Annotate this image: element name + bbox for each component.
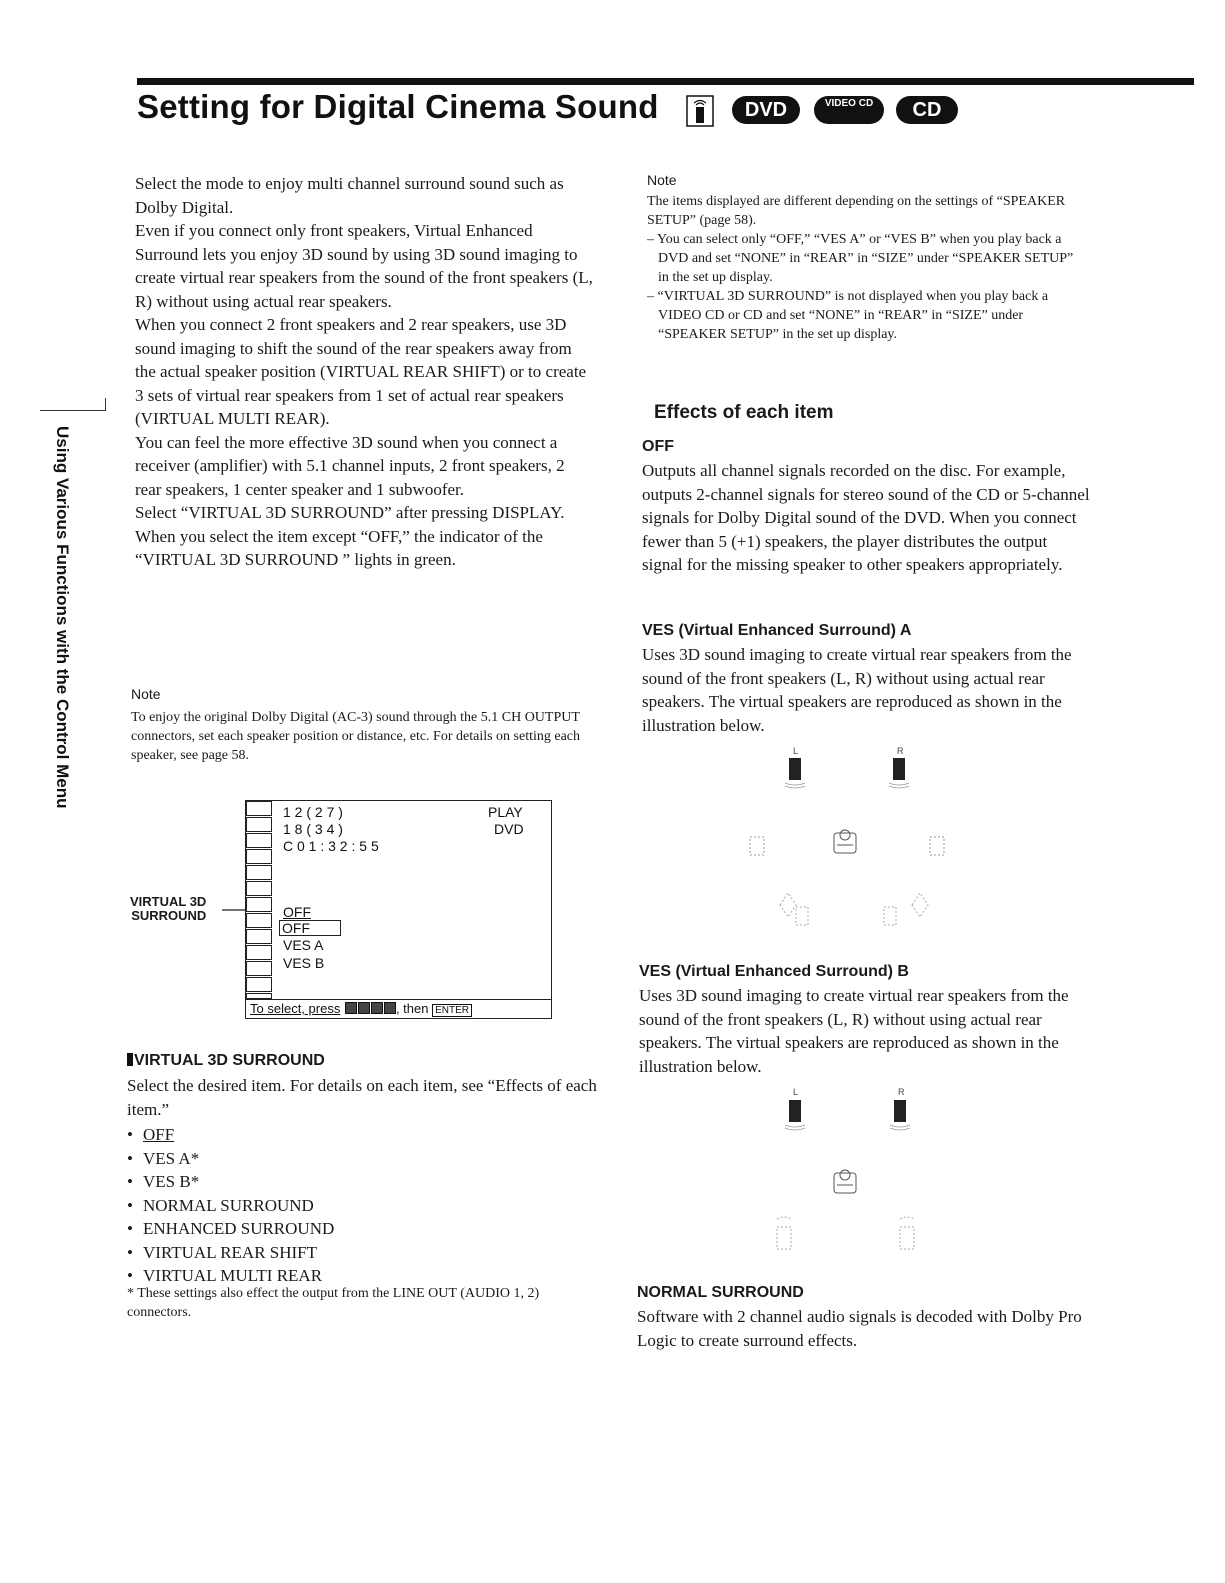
osd-menu-label [130,895,206,923]
section-heading [127,1052,597,1070]
ves-a-section [642,622,1092,737]
osd-icon-cell [246,945,272,960]
off-text: Outputs all channel signals recorded on the disc. For example, outputs 2-channel signals for stereo sound of the CD or 5-channel signals for Dolby Digital sound of the DVD. When you connect fewer than 5 (+1) speakers, the player distributes the output signal for the missing speaker to other speakers appropriately. [642,461,1090,574]
osd-disc-type: DVD [494,821,524,837]
side-chapter-label: Using Various Functions with the Control Menu [53,426,72,809]
ves-b-illustration [740,1097,960,1257]
list-item: • VIRTUAL REAR SHIFT [127,1242,318,1262]
listener-icon [834,1170,856,1193]
osd-icon-cell [246,865,272,880]
list-item: • ENHANCED SURROUND [127,1219,335,1238]
note-heading: Note [647,172,677,188]
note-text: To enjoy the original Dolby Digital (AC-3) sound through the 5.1 CH OUTPUT connectors, set each speaker position or distance, etc. For details on setting each speaker, see page 58. [131,710,581,763]
normal-surround-section [637,1284,1087,1352]
listener-icon [834,830,856,853]
list-item: • VIRTUAL MULTI REAR [127,1266,323,1285]
footnote [127,1284,597,1322]
virtual-rear-speaker-icon [777,1217,914,1249]
list-item: – You can select only “OFF,” “VES A” or “VES B” when you play back a DVD and set “NONE” in “REAR” in “SIZE” under “SPEAKER SETUP” in the set up display. [647,232,1074,285]
ves-b-section [639,963,1089,1078]
list-item: – “VIRTUAL 3D SURROUND” is not displayed when you play back a VIDEO CD or CD and set “NONE” in “REAR” in “SIZE” under “SPEAKER SETUP” in the set up display. [647,289,1049,342]
header-rule [137,78,1194,85]
left-note [131,686,591,765]
osd-icon-cell [246,929,272,944]
osd-icon-cell [246,897,272,912]
osd-current-value: OFF [283,904,311,920]
option-label: ENHANCED SURROUND [143,1219,335,1238]
right-note [647,172,1087,344]
dvd-badge: DVD [732,96,800,124]
option-label: VIRTUAL REAR SHIFT [143,1242,318,1262]
intro-text [135,172,595,572]
square-bullet-icon [127,1053,133,1066]
option-list [127,1123,597,1288]
page-title: Setting for Digital Cinema Sound [137,88,659,125]
list-item: • OFF [127,1125,175,1144]
intro-paragraph: Select “VIRTUAL 3D SURROUND” after pressing DISPLAY. When you select the item except “OFF,” the indicator of the “VIRTUAL 3D SURROUND ” lights in green. [135,503,565,569]
arrow-up-key-icon [358,1002,370,1014]
osd-icon-cell [246,849,272,864]
side-tab-tick [105,398,106,411]
osd-hint-bar [246,999,551,1018]
speaker-right-label: R [897,746,904,756]
note-heading: Note [131,686,161,702]
osd-time: C 0 1 : 3 2 : 5 5 [283,838,379,854]
osd-icon-cell [246,881,272,896]
osd-hint-then: , then [395,1001,429,1016]
enter-key-icon: ENTER [432,1004,472,1017]
front-left-speaker-icon [785,758,805,788]
osd-title-chapter: 1 2 ( 2 7 ) [283,804,343,820]
osd-menu-label-line: VIRTUAL 3D [130,894,207,909]
osd-icon-cell [246,833,272,848]
osd-chapter: 1 8 ( 3 4 ) [283,821,343,837]
list-item: • NORMAL SURROUND [127,1195,314,1215]
note-intro: The items displayed are different depending on the settings of “SPEAKER SETUP” (page 58). [647,194,1066,228]
video-cd-badge: VIDEO CD [814,96,884,124]
remote-control-icon [686,95,714,127]
option-label: VES B* [143,1172,200,1191]
front-right-speaker-icon [889,758,909,788]
intro-paragraph: When you connect 2 front speakers and 2 rear speakers, use 3D sound imaging to shift the sound of the rear speakers away from the actual speaker position (VIRTUAL REAR SHIFT) or to create 3 sets of virtual rear speakers from 1 set of actual rear speakers (VIRTUAL MULTI REAR). [135,315,587,428]
arrow-right-key-icon [384,1002,396,1014]
arrow-left-key-icon [345,1002,357,1014]
osd-icon-cell [246,977,272,992]
normal-surround-heading: NORMAL SURROUND [637,1284,804,1301]
off-heading: OFF [642,438,674,455]
osd-option[interactable]: VES B [283,955,325,971]
option-label: VES A* [143,1148,200,1168]
footnote-text: * These settings also effect the output from the LINE OUT (AUDIO 1, 2) connectors. [127,1286,540,1320]
osd-option[interactable]: VES A [283,937,324,953]
list-item: • VES A* [127,1148,200,1168]
option-label: VIRTUAL MULTI REAR [143,1266,323,1285]
option-label: NORMAL SURROUND [143,1195,314,1215]
ves-a-illustration [740,755,960,935]
virtual-3d-surround-section [127,1052,597,1288]
list-item: • VES B* [127,1172,200,1191]
speaker-right-label: R [898,1087,905,1097]
front-right-speaker-icon [890,1100,910,1130]
arrow-down-key-icon [371,1002,383,1014]
intro-paragraph: Even if you connect only front speakers, Virtual Enhanced Surround lets you enjoy 3D sound by using 3D sound imaging to create virtual rear speakers from the sound of the front speakers (L, R) without using actual rear speakers. [135,221,593,311]
side-tab-line [40,410,106,411]
osd-icon-cell [246,913,272,928]
ves-a-heading: VES (Virtual Enhanced Surround) A [642,622,912,639]
speaker-left-label: L [793,1087,799,1097]
effects-heading: Effects of each item [654,402,834,423]
osd-menu-label-line: SURROUND [131,908,207,923]
speaker-left-label: L [793,746,799,756]
virtual-rear-speaker-icon [780,893,928,925]
front-left-speaker-icon [785,1100,805,1130]
osd-option-selected[interactable]: OFF [279,920,341,936]
section-text: Select the desired item. For details on each item, see “Effects of each item.” [127,1076,597,1119]
osd-icon-cell [246,801,272,816]
osd-hint-text: To select, press [250,1001,341,1016]
ves-b-heading: VES (Virtual Enhanced Surround) B [639,963,909,980]
osd-icon-cell [246,817,272,832]
cd-badge: CD [896,96,958,124]
osd-display [245,800,552,1019]
osd-play-status: PLAY [488,804,523,820]
section-heading-text: VIRTUAL 3D SURROUND [134,1052,325,1069]
osd-pointer-line [222,905,246,915]
intro-paragraph: Select the mode to enjoy multi channel surround sound such as Dolby Digital. [135,174,564,217]
note-list [647,230,1087,344]
ves-a-text: Uses 3D sound imaging to create virtual rear speakers from the sound of the front speakers (L, R) without using actual rear speakers. The virtual speakers are reproduced as shown in the illustration below. [642,645,1072,735]
option-label: OFF [143,1125,175,1144]
ves-b-text: Uses 3D sound imaging to create virtual rear speakers from the sound of the front speakers (L, R) without using actual rear speakers. The virtual speakers are reproduced as shown in the illustration below. [639,986,1069,1076]
osd-hint [250,1001,472,1017]
normal-surround-text: Software with 2 channel audio signals is decoded with Dolby Pro Logic to create surround effects. [637,1307,1082,1350]
intro-paragraph: You can feel the more effective 3D sound when you connect a receiver (amplifier) with 5.1 channel inputs, 2 front speakers, 2 rear speakers, 1 center speaker and 1 subwoofer. [135,432,565,499]
off-section [642,438,1092,577]
osd-icon-cell [246,961,272,976]
